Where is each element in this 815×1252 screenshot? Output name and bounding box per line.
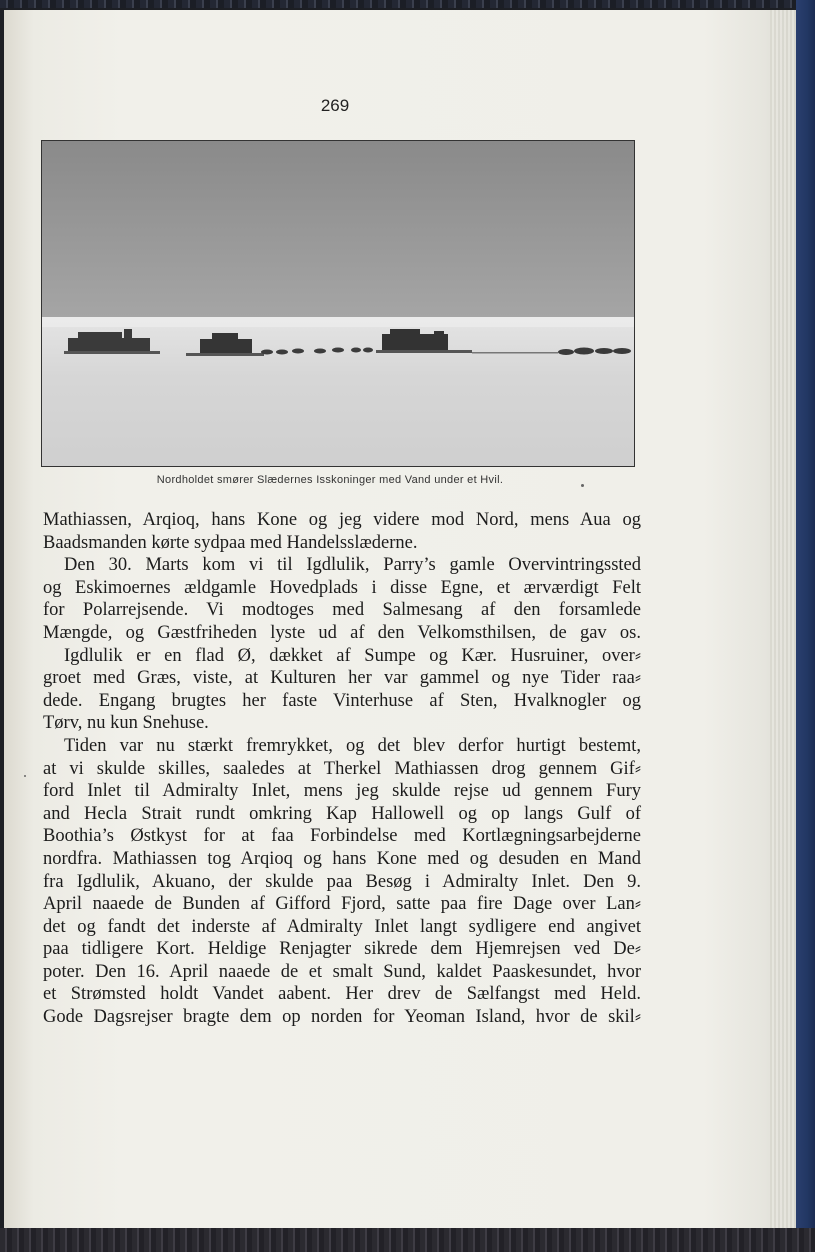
text-line: groet med Græs, viste, at Kulturen her var gammel og nye Tider raa⸗ bbox=[43, 668, 641, 689]
text-line: Tørv, nu kun Snehuse. bbox=[43, 713, 209, 734]
text-line: Mathiassen, Arqioq, hans Kone og jeg videre mod Nord, mens Aua og bbox=[43, 510, 641, 530]
text-line: Igdlulik er en flad Ø, dækket af Sumpe og Kær. Husruiner, over⸗ bbox=[64, 645, 641, 666]
text-line: Den 30. Marts kom vi til Igdlulik, Parry’s gamle Overvintringssted bbox=[64, 555, 641, 576]
text-line: Gode Dagsrejser bragte dem op norden for Yeoman Island, hvor de skil⸗ bbox=[43, 1007, 641, 1028]
text-line: April naaede de Bunden af Gifford Fjord, satte paa fire Dage over Lan⸗ bbox=[43, 894, 641, 915]
book-cover-edge bbox=[796, 0, 815, 1252]
text-line: at vi skulde skilles, saaledes at Therkel Mathiassen drog gennem Gif⸗ bbox=[43, 758, 641, 779]
photograph bbox=[41, 140, 635, 467]
text-line: paa tidligere Kort. Heldige Renjagter sikrede dem Hjemrejsen ved De⸗ bbox=[43, 939, 641, 960]
photo-caption: Nordholdet smører Slædernes Isskoninger med Vand under et Hvil. bbox=[156, 474, 504, 486]
text-line: ford Inlet til Admiralty Inlet, mens jeg skulde rejse ud gennem Fury bbox=[43, 781, 641, 802]
page-number: 269 bbox=[320, 96, 350, 115]
text-line: Mængde, og Gæstfriheden lyste ud af den Velkomsthilsen, de gav os. bbox=[43, 622, 641, 643]
book-spine-bottom bbox=[0, 1228, 815, 1252]
text-line: dede. Engang brugtes her faste Vinterhuse af Sten, Hvalknogler og bbox=[43, 690, 641, 711]
text-line: and Hecla Strait rundt omkring Kap Hallowell og op langs Gulf of bbox=[43, 803, 641, 824]
page-speck bbox=[581, 484, 584, 487]
text-line: fra Igdlulik, Akuano, der skulde paa Besøg i Admiralty Inlet. Den 9. bbox=[43, 871, 641, 892]
text-line: og Eskimoernes ældgamle Hovedplads i disse Egne, et ærværdigt Felt bbox=[43, 577, 641, 598]
photograph-image bbox=[42, 141, 635, 467]
page-speck bbox=[24, 775, 26, 777]
text-line: Baadsmanden kørte sydpaa med Handelsslæderne. bbox=[43, 532, 418, 553]
page-stack-edge bbox=[770, 10, 796, 1228]
text-line: poter. Den 16. April naaede de et smalt Sund, kaldet Paaskesundet, hvor bbox=[43, 961, 641, 982]
text-line: Tiden var nu stærkt fremrykket, og det blev derfor hurtigt bestemt, bbox=[64, 735, 641, 756]
book-spine-top bbox=[0, 0, 815, 8]
body-text bbox=[43, 509, 641, 1029]
text-line: nordfra. Mathiassen tog Arqioq og hans Kone med og desuden en Mand bbox=[43, 848, 641, 869]
text-line: et Strømsted holdt Vandet aabent. Her drev de Sælfangst med Held. bbox=[43, 984, 641, 1005]
text-line: det og fandt det inderste af Admiralty Inlet langt sydligere end angivet bbox=[43, 916, 641, 937]
text-line: for Polarrejsende. Vi modtoges med Salmesang af den forsamlede bbox=[43, 600, 641, 621]
text-line: Boothia’s Østkyst for at faa Forbindelse med Kortlægningsarbejderne bbox=[43, 826, 641, 847]
